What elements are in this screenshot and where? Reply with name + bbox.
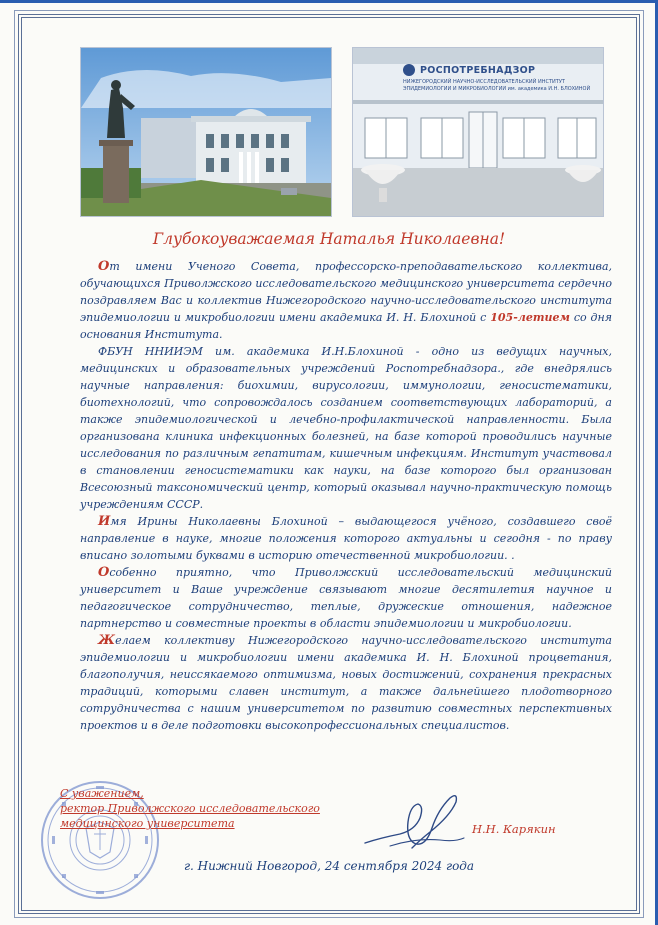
closing-block [60,786,330,831]
drop-letter: О [98,259,110,274]
drop-letter: И [98,514,111,529]
place-and-date: г. Нижний Новгород, 24 сентября 2024 года [183,859,475,873]
sign-brand: РОСПОТРЕБНАДЗОР [420,64,536,76]
photo-institute-facade [352,47,604,217]
institute-sign [403,64,599,93]
drop-letter: О [98,565,110,580]
closing-regards: С уважением, [60,787,144,800]
paragraph-5: Желаем коллективу Нижегородского научно-исследовательского института эпидемиологии и микробиологии имени академика И. Н. Блохиной процветания, благополучия, неиссякаемого оптимизма, новых достижений, сохранения прекрасных традиций, которыми славен институт, а также дальнейшего плодотворного сотрудничества с нашим университетом по развитию совместных перспективных проектов и в деле подготовки высокопрофессиональных специалистов. [80,633,612,732]
paragraph-2: ФБУН ННИИЭМ им. академика И.Н.Блохиной - одно из ведущих научных, медицинских и образовательных учреждений Роспотребнадзора., где внедрялись научные направления: биохимии, вирусологии, иммунологии, геносистематики, биотехнологий, что сопровождалось созданием соответствующих лабораторий, а также эпидемиологической и лечебно-профилактической направленности. Была организована клиника инфекционных болезней, на базе которой проводились научные исследования по различным гепатитам, кишечным инфекциям. Институт участвовал в становлении геносистематики как науки, на базе которого был организован Всесоюзный таксономический центр, который оказывал научно-практическую помощь учреждениям СССР. [80,345,612,511]
closing-organization: медицинского университета [60,817,235,830]
sign-line-1: НИЖЕГОРОДСКИЙ НАУЧНО-ИССЛЕДОВАТЕЛЬСКИЙ ИНСТИТУТ [403,79,565,85]
signature-mark [360,788,470,854]
paragraph-1: От имени Ученого Совета, профессорско-преподавательского коллектива, обучающихся Приволжского исследовательского медицинского университета сердечно поздравляем Вас и коллектив Нижегородского научно-исследовательского института эпидемиологии и микробиологии имени академика И. Н. Блохиной с 105-летием со дня основания Института. [80,259,613,341]
emblem-icon [403,64,415,76]
photo-monument-building [80,47,332,217]
signer-name: Н.Н. Карякин [472,822,556,836]
top-edge-line [0,0,658,3]
sign-line-2: ЭПИДЕМИОЛОГИИ И МИКРОБИОЛОГИИ им. академика И.Н. БЛОХИНОЙ [403,86,591,92]
paragraph-4: Особенно приятно, что Приволжский исследовательский медицинский университет и Ваше учреждение связывают многие десятилетия научное и педагогическое сотрудничество, теплые, дружеские отношения, надежное партнерство и совместные проекты в области эпидемиологии и микробиологии. [80,565,612,630]
anniversary-highlight: 105-летием [490,311,570,324]
drop-letter: Ж [98,633,116,648]
greeting-heading: Глубокоуважаемая Наталья Николаевна! [152,230,506,248]
letter-body [80,258,612,734]
paragraph-3: Имя Ирины Николаевны Блохиной – выдающегося учёного, создавшего своё направление в науке, многие положения которого актуальны и сегодня - по праву вписано золотыми буквами в историю отечественной микробиологии. . [80,514,612,562]
closing-position: ректор Приволжского исследовательского [60,802,320,815]
